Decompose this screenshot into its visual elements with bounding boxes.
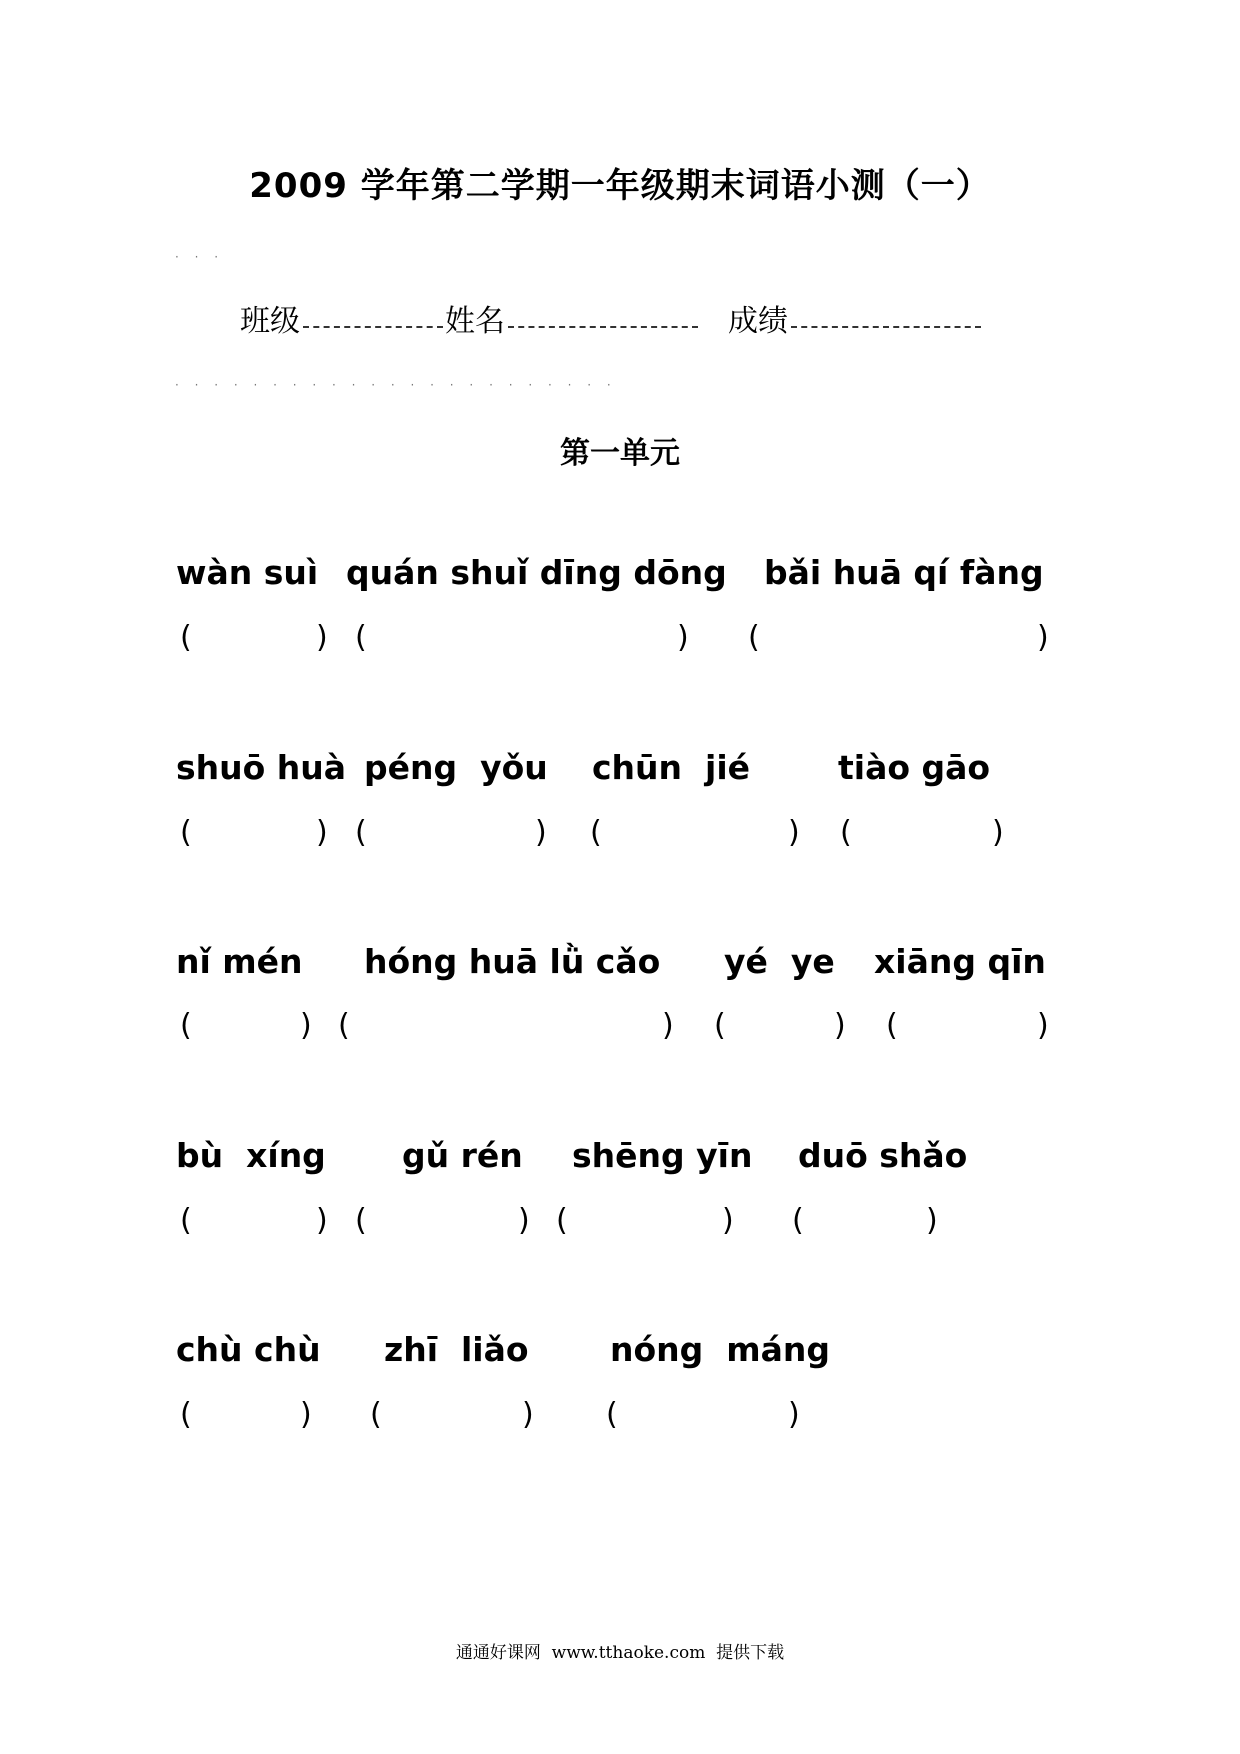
answer-paren-open: ( — [180, 815, 192, 850]
dot-row-mid: · · · · · · · · · · · · · · · · · · · · · · · — [175, 378, 617, 392]
name-blank[interactable] — [508, 326, 698, 328]
pinyin-word: hóng huā lǜ cǎo — [364, 942, 661, 981]
answer-paren-close: ) — [788, 1397, 800, 1432]
score-label: 成绩 — [728, 304, 788, 339]
answer-paren-open: ( — [355, 815, 367, 850]
answer-paren-open: ( — [840, 815, 852, 850]
answer-paren-open: ( — [355, 1203, 367, 1238]
class-label: 班级 — [240, 304, 300, 339]
pinyin-word: nǐ mén — [176, 942, 303, 981]
answer-paren-open: ( — [180, 1203, 192, 1238]
pinyin-word: gǔ rén — [402, 1136, 523, 1175]
answer-paren-open: ( — [355, 620, 367, 655]
answer-paren-close: ) — [992, 815, 1004, 850]
footer-credit: 通通好课网 www.tthaoke.com 提供下载 — [455, 1643, 785, 1663]
answer-paren-open: ( — [606, 1397, 618, 1432]
answer-paren-close: ) — [300, 1008, 312, 1043]
answer-paren-close: ) — [788, 815, 800, 850]
page-title: 2009 学年第二学期一年级期末词语小测（一） — [249, 166, 991, 206]
answer-paren-open: ( — [338, 1008, 350, 1043]
pinyin-word: wàn suì — [176, 553, 319, 592]
pinyin-word: bù xíng — [176, 1136, 326, 1175]
answer-paren-open: ( — [886, 1008, 898, 1043]
answer-paren-close: ) — [300, 1397, 312, 1432]
answer-paren-close: ) — [722, 1203, 734, 1238]
pinyin-word: chù chù — [176, 1330, 321, 1369]
answer-paren-open: ( — [714, 1008, 726, 1043]
answer-paren-close: ) — [662, 1008, 674, 1043]
answer-paren-open: ( — [370, 1397, 382, 1432]
answer-paren-close: ) — [1037, 1008, 1049, 1043]
score-blank[interactable] — [791, 326, 981, 328]
pinyin-word: zhī liǎo — [384, 1330, 529, 1369]
answer-paren-close: ) — [518, 1203, 530, 1238]
dot-row-top: · · · — [175, 250, 225, 264]
name-label: 姓名 — [445, 304, 505, 339]
pinyin-word: shēng yīn — [572, 1136, 753, 1175]
answer-paren-close: ) — [316, 620, 328, 655]
answer-paren-close: ) — [316, 815, 328, 850]
answer-paren-close: ) — [535, 815, 547, 850]
answer-paren-open: ( — [792, 1203, 804, 1238]
unit-title: 第一单元 — [560, 436, 680, 471]
answer-paren-open: ( — [556, 1203, 568, 1238]
answer-paren-close: ) — [1037, 620, 1049, 655]
answer-paren-open: ( — [180, 1397, 192, 1432]
answer-paren-close: ) — [677, 620, 689, 655]
pinyin-word: duō shǎo — [798, 1136, 968, 1175]
pinyin-word: tiào gāo — [838, 748, 991, 787]
answer-paren-close: ) — [834, 1008, 846, 1043]
answer-paren-close: ) — [316, 1203, 328, 1238]
class-blank[interactable] — [303, 326, 443, 328]
pinyin-word: yé ye — [724, 942, 835, 981]
pinyin-word: quán shuǐ dīng dōng — [346, 553, 727, 592]
pinyin-word: xiāng qīn — [874, 942, 1046, 981]
answer-paren-open: ( — [590, 815, 602, 850]
pinyin-word: nóng máng — [610, 1330, 831, 1369]
answer-paren-open: ( — [180, 620, 192, 655]
answer-paren-close: ) — [926, 1203, 938, 1238]
answer-paren-close: ) — [522, 1397, 534, 1432]
answer-paren-open: ( — [180, 1008, 192, 1043]
answer-paren-open: ( — [748, 620, 760, 655]
pinyin-word: bǎi huā qí fàng — [764, 553, 1044, 592]
pinyin-word: péng yǒu — [364, 748, 548, 787]
pinyin-word: chūn jié — [592, 748, 751, 787]
pinyin-word: shuō huà — [176, 748, 347, 787]
